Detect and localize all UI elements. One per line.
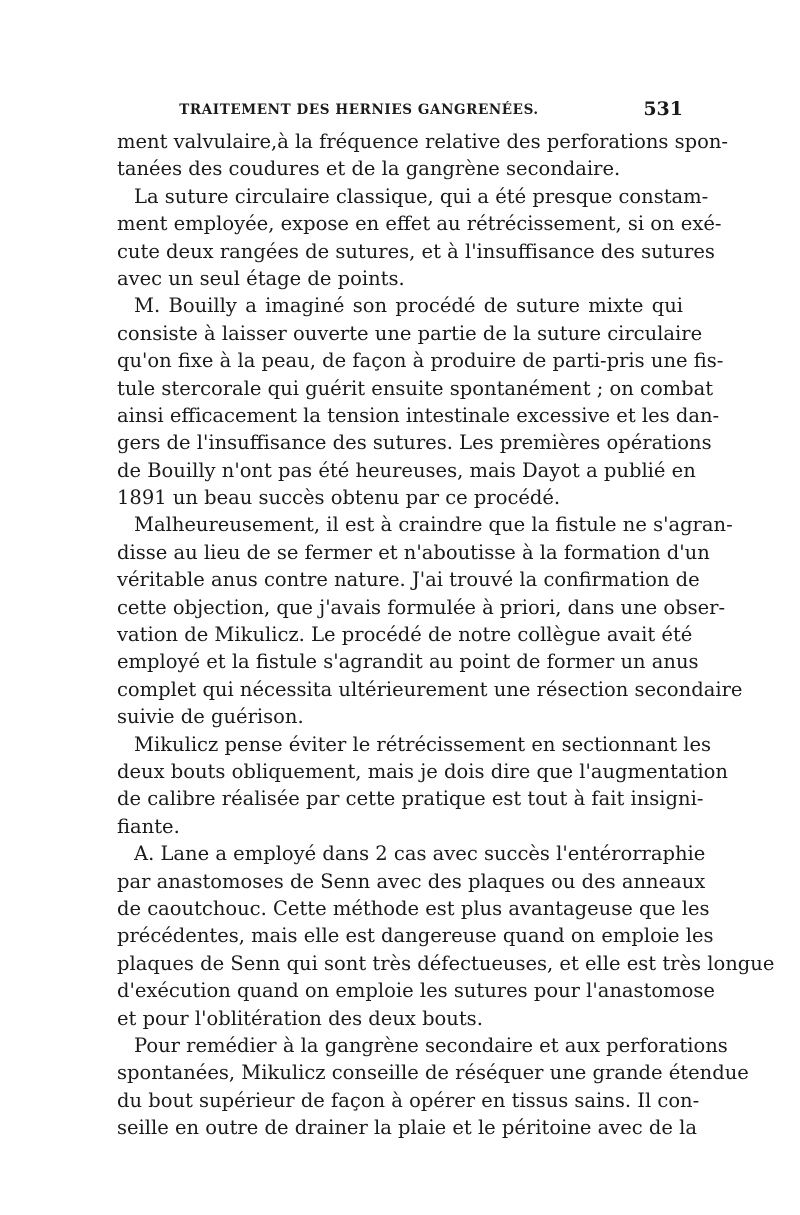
text-line: plaques de Senn qui sont très défectueuses, et elle est très longue xyxy=(117,951,775,975)
text-line: Malheureusement, il est à craindre que la fistule ne s'agran- xyxy=(134,513,733,537)
text-line: de caoutchouc. Cette méthode est plus avantageuse que les xyxy=(117,896,710,920)
text-line: ment valvulaire,à la fréquence relative des perforations spon- xyxy=(117,130,728,153)
text-line: ainsi efficacement la tension intestinale excessive et les dan- xyxy=(117,403,720,427)
text-line: La suture circulaire classique, qui a été presque constam- xyxy=(134,184,709,208)
text-line: Mikulicz pense éviter le rétrécissement en sectionnant les xyxy=(134,732,712,756)
text-line: qu'on fixe à la peau, de façon à produire de parti-pris une fis- xyxy=(117,349,724,373)
text-line: cette objection, que j'avais formulée à priori, dans une obser- xyxy=(117,595,726,619)
text-line: A. Lane a employé dans 2 cas avec succès l'entérorraphie xyxy=(134,842,706,866)
text-line: précédentes, mais elle est dangereuse quand on emploie les xyxy=(117,924,714,948)
body-text xyxy=(117,128,775,1141)
text-line: tanées des coudures et de la gangrène secondaire. xyxy=(117,157,621,181)
text-line: par anastomoses de Senn avec des plaques ou des anneaux xyxy=(117,869,706,893)
text-line: employé et la fistule s'agrandit au point de former un anus xyxy=(117,650,699,674)
text-line: de calibre réalisée par cette pratique est tout à fait insigni- xyxy=(117,787,704,811)
text-line: disse au lieu de se fermer et n'aboutisse à la formation d'un xyxy=(117,540,710,564)
text-line: seille en outre de drainer la plaie et le péritoine avec de la xyxy=(117,1116,698,1140)
running-head xyxy=(117,100,683,124)
text-line: fiante. xyxy=(117,814,180,838)
text-line: vation de Mikulicz. Le procédé de notre collègue avait été xyxy=(117,623,693,647)
text-line: 1891 un beau succès obtenu par ce procédé. xyxy=(117,486,561,510)
text-line: deux bouts obliquement, mais je dois dire que l'augmentation xyxy=(117,759,728,783)
text-line: complet qui nécessita ultérieurement une résection secondaire xyxy=(117,677,743,701)
text-line: d'exécution quand on emploie les sutures pour l'anastomose xyxy=(117,979,715,1003)
text-line: M. Bouilly a imaginé son procédé de suture mixte qui xyxy=(134,294,683,318)
text-line: ment employée, expose en effet au rétrécissement, si on exé- xyxy=(117,212,722,236)
text-line: tule stercorale qui guérit ensuite spontanément ; on combat xyxy=(117,376,714,400)
text-line: du bout supérieur de façon à opérer en tissus sains. Il con- xyxy=(117,1088,700,1112)
text-line: véritable anus contre nature. J'ai trouvé la confirmation de xyxy=(117,568,700,592)
text-line: spontanées, Mikulicz conseille de réséquer une grande étendue xyxy=(117,1061,749,1085)
text-line: Pour remédier à la gangrène secondaire et aux perforations xyxy=(134,1033,728,1057)
text-line: gers de l'insuffisance des sutures. Les premières opérations xyxy=(117,431,712,455)
text-line: suivie de guérison. xyxy=(117,705,304,729)
text-line: de Bouilly n'ont pas été heureuses, mais Dayot a publié en xyxy=(117,458,696,482)
running-title: TRAITEMENT DES HERNIES GANGRENÉES. xyxy=(179,102,539,118)
text-line: consiste à laisser ouverte une partie de la suture circulaire xyxy=(117,321,703,345)
text-line: et pour l'oblitération des deux bouts. xyxy=(117,1006,483,1030)
text-line: cute deux rangées de sutures, et à l'insuffisance des sutures xyxy=(117,239,715,263)
page-number: 531 xyxy=(643,98,683,120)
text-line: avec un seul étage de points. xyxy=(117,266,405,290)
